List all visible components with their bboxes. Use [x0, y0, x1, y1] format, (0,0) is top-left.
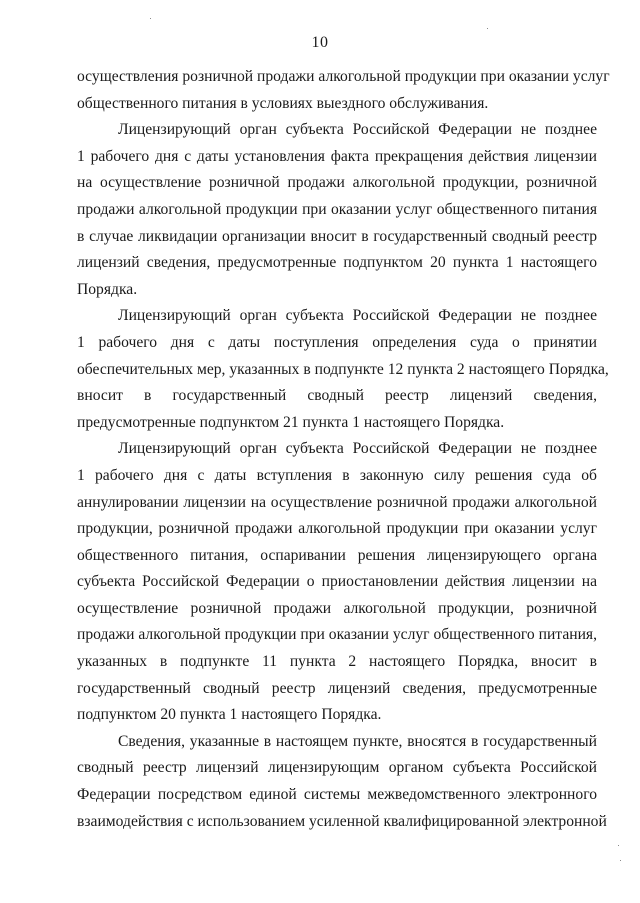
scan-speck — [487, 28, 488, 29]
text-line: Лицензирующий орган субъекта Российской Федерации не позднее — [118, 121, 597, 139]
text-line: государственный сводный реестр лицензий сведения, предусмотренные — [77, 679, 597, 697]
text-line: 1 рабочего дня с даты вступления в законную силу решения суда об — [77, 466, 597, 484]
text-line: общественного питания, оспаривании решения лицензирующего органа — [77, 546, 597, 564]
paragraph-liquidation — [77, 117, 597, 303]
text-line: взаимодействия с использованием усиленной квалифицированной электронной — [77, 812, 607, 830]
text-line: в случае ликвидации организации вносит в государственный сводный реестр — [77, 227, 597, 245]
scan-speck — [620, 860, 621, 861]
text-line: Порядка. — [77, 280, 138, 298]
text-line: подпунктом 20 пункта 1 настоящего Порядка. — [77, 706, 382, 724]
text-line: субъекта Российской Федерации о приостановлении действия лицензии на — [77, 573, 597, 591]
text-line: указанных в подпункте 11 пункта 2 настоящего Порядка, вносит в — [77, 653, 597, 671]
scan-speck — [618, 845, 619, 846]
text-line: продукции, розничной продажи алкогольной продукции при оказании услуг — [77, 520, 597, 538]
paragraph-continuation — [77, 64, 610, 117]
text-line: лицензий сведения, предусмотренные подпунктом 20 пункта 1 настоящего — [77, 254, 597, 272]
text-line: Лицензирующий орган субъекта Российской Федерации не позднее — [118, 307, 597, 325]
text-line: Сведения, указанные в настоящем пункте, вносятся в государственный — [118, 732, 597, 750]
paragraph-submission-method — [77, 729, 607, 835]
text-line: сводный реестр лицензий лицензирующим органом субъекта Российской — [77, 759, 597, 777]
text-line: Лицензирующий орган субъекта Российской Федерации не позднее — [118, 440, 597, 458]
text-line: 1 рабочего дня с даты поступления определения суда о принятии — [77, 333, 597, 351]
text-line: предусмотренные подпунктом 21 пункта 1 настоящего Порядка. — [77, 413, 505, 431]
paragraph-interim-measures — [77, 303, 609, 436]
scan-speck — [150, 18, 151, 19]
text-line: продажи алкогольной продукции при оказании услуг общественного питания — [77, 200, 597, 218]
text-line: 1 рабочего дня с даты установления факта прекращения действия лицензии — [77, 147, 597, 165]
text-line: общественного питания в условиях выездного обслуживания. — [77, 94, 489, 112]
text-line: осуществление розничной продажи алкогольной продукции, розничной — [77, 599, 597, 617]
text-line: осуществления розничной продажи алкогольной продукции при оказании услуг — [77, 68, 610, 85]
text-line: обеспечительных мер, указанных в подпункте 12 пункта 2 настоящего Порядка, — [77, 360, 609, 378]
text-line: вносит в государственный сводный реестр лицензий сведения, — [77, 387, 597, 405]
text-line: на осуществление розничной продажи алкогольной продукции, розничной — [77, 174, 597, 192]
text-line: продажи алкогольной продукции при оказании услуг общественного питания, — [77, 626, 597, 644]
text-line: аннулировании лицензии на осуществление розничной продажи алкогольной — [77, 493, 597, 511]
document-body — [77, 64, 610, 835]
page-number: 10 — [311, 34, 329, 51]
text-line: Федерации посредством единой системы межведомственного электронного — [77, 786, 597, 804]
paragraph-court-decision — [77, 436, 597, 729]
